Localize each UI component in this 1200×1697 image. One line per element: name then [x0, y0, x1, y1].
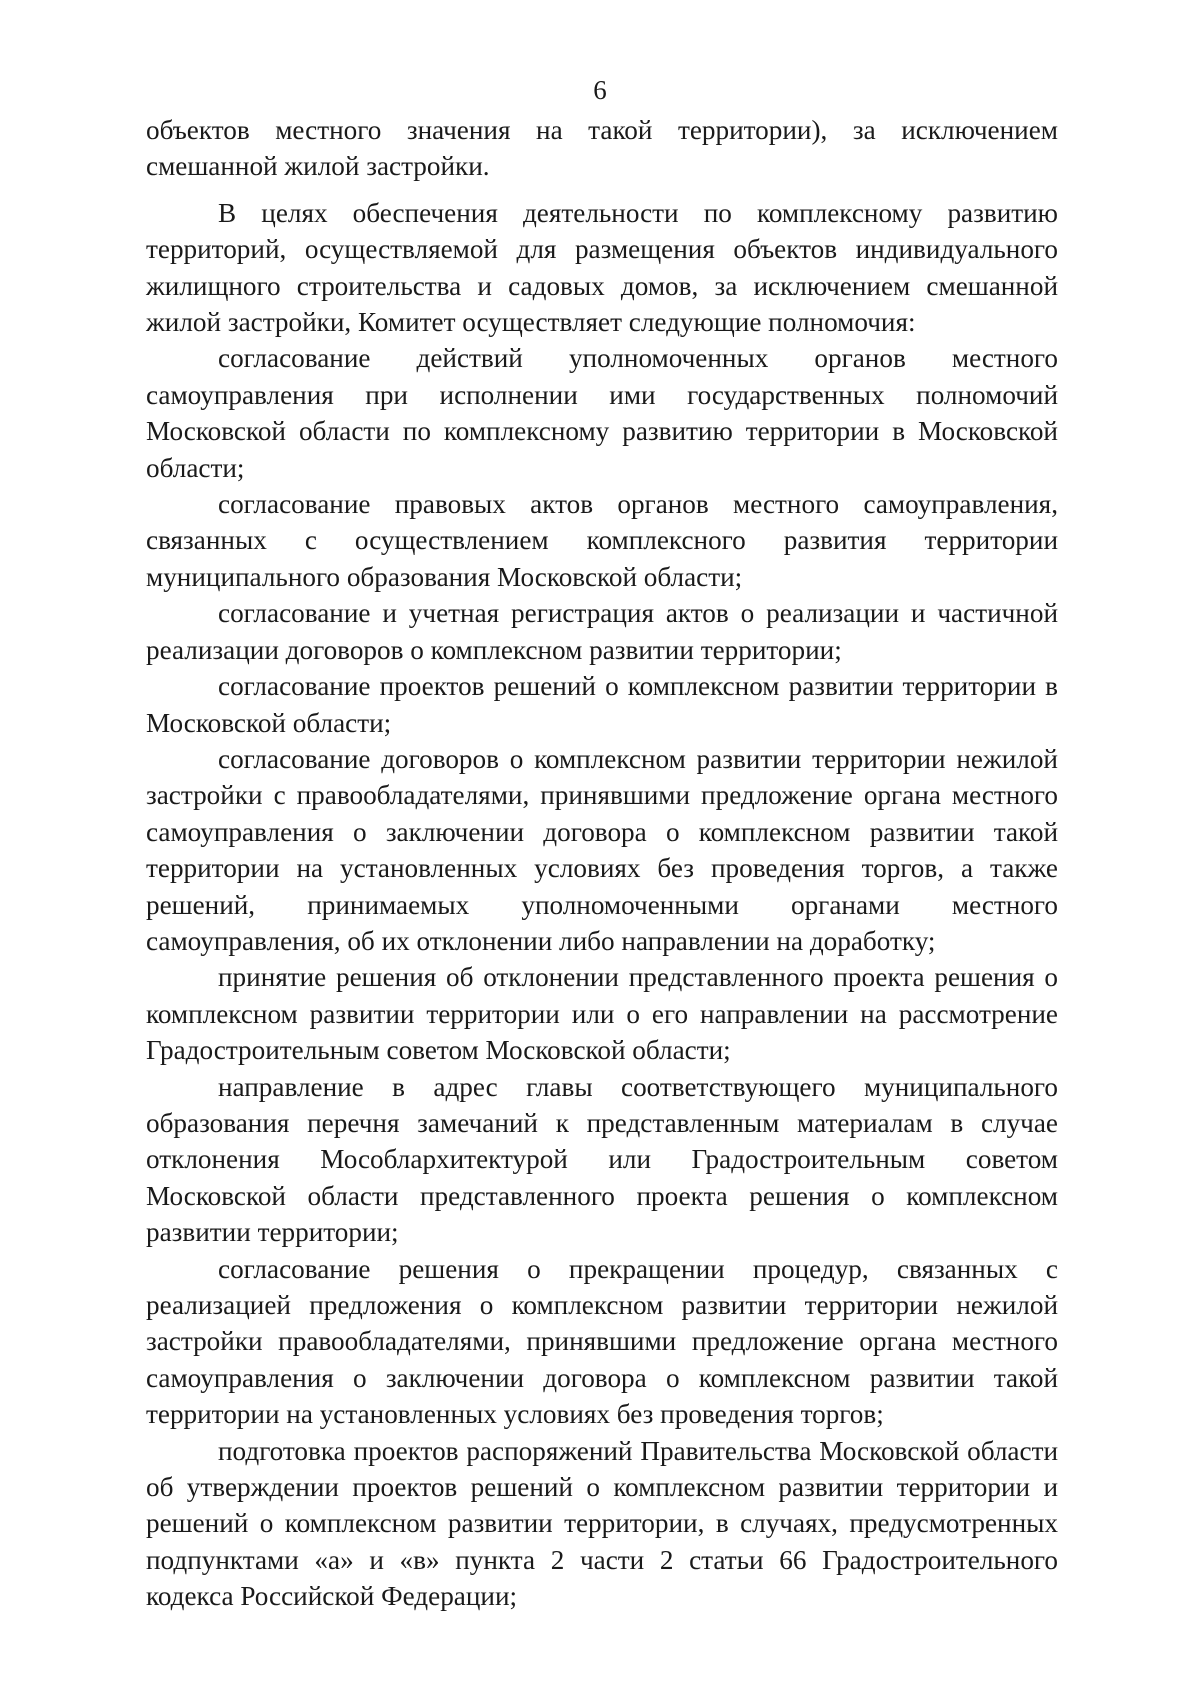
- paragraph-8: принятие решения об отклонении представленного проекта решения о комплексном развитии территории или о его направлении на рассмотрение Градостроительным советом Московской области;: [146, 962, 1058, 1066]
- paragraph-gap: [146, 185, 1058, 195]
- paragraph-4: согласование правовых актов органов местного самоуправления, связанных с осуществлением комплексного развития территории муниципального образования Московской области;: [146, 489, 1058, 592]
- paragraph-3: согласование действий уполномоченных органов местного самоуправления при исполнении ими государственных полномочий Московской области по комплексному развитию территории в Московской области;: [146, 343, 1058, 483]
- paragraph-7: согласование договоров о комплексном развитии территории нежилой застройки с правообладателями, принявшими предложение органа местного самоуправления о заключении договора о комплексном развитии такой территории на установленных условиях без проведения торгов, а также решений, принимаемых уполномоченными органами местного самоуправления, об их отклонении либо направлении на доработку;: [146, 743, 1058, 956]
- page-number: 6: [593, 75, 607, 105]
- document-body: [146, 112, 1058, 1615]
- paragraph-9: направление в адрес главы соответствующего муниципального образования перечня замечаний к представленным материалам в случае отклонения Мособлархитектурой или Градостроительным советом Московской области представленного проекта решения о комплексном развитии территории;: [146, 1071, 1058, 1248]
- paragraph-1: объектов местного значения на такой территории), за исключением смешанной жилой застройки.: [146, 115, 1058, 182]
- paragraph-5: согласование и учетная регистрация актов о реализации и частичной реализации договоров о комплексном развитии территории;: [146, 598, 1058, 665]
- paragraph-2: В целях обеспечения деятельности по комплексному развитию территорий, осуществляемой для размещения объектов индивидуального жилищного строительства и садовых домов, за исключением смешанной жилой застройки, Комитет осуществляет следующие полномочия:: [146, 197, 1058, 338]
- paragraph-11: подготовка проектов распоряжений Правительства Московской области об утверждении проектов решений о комплексном развитии территории и решений о комплексном развитии территории, в случаях, предусмотренных подпунктами «а» и «в» пункта 2 части 2 статьи 66 Градостроительного кодекса Российской Федерации;: [146, 1435, 1058, 1612]
- paragraph-10: согласование решения о прекращении процедур, связанных с реализацией предложения о комплексном развитии территории нежилой застройки правообладателями, принявшими предложение органа местного самоуправления о заключении договора о комплексном развитии такой территории на установленных условиях без проведения торгов;: [146, 1253, 1058, 1430]
- paragraph-6: согласование проектов решений о комплексном развитии территории в Московской области;: [146, 671, 1058, 738]
